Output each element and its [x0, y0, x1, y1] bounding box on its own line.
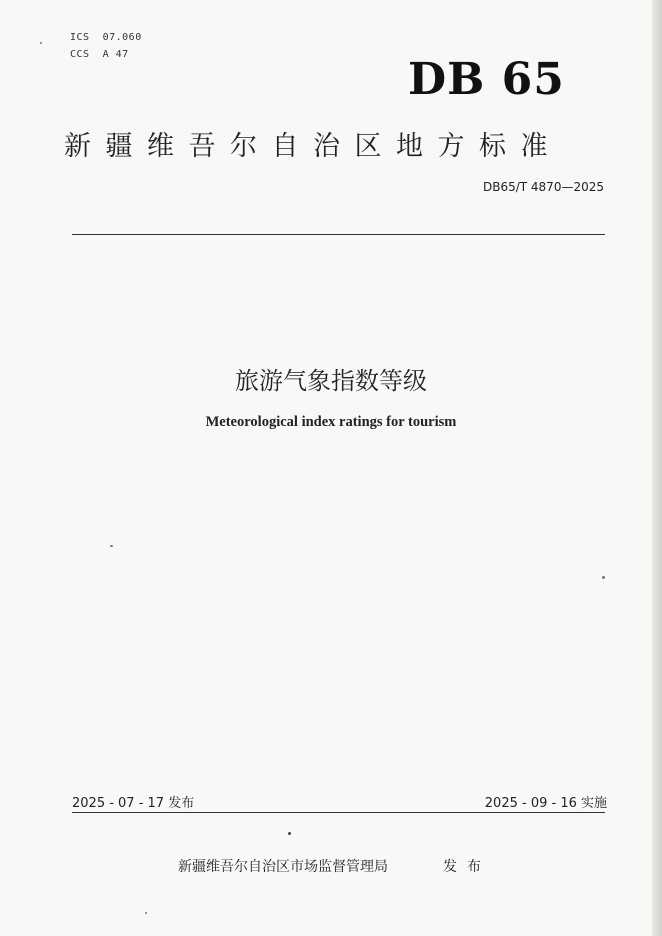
scan-speck	[602, 576, 605, 579]
footer-divider	[72, 812, 605, 813]
scan-speck	[145, 912, 147, 914]
document-title-chinese: 旅游气象指数等级	[235, 367, 427, 395]
publisher-name: 新疆维吾尔自治区市场监督管理局	[178, 859, 388, 875]
standard-code: DB65/T 4870—2025	[482, 180, 604, 194]
scan-edge	[652, 0, 662, 936]
authority-title: 新疆维吾尔自治区地方标准	[64, 131, 562, 162]
document-title-english: Meteorological index ratings for tourism	[205, 414, 457, 430]
ics-code: ICS 07.060	[70, 32, 142, 43]
ccs-code: CCS A 47	[70, 49, 129, 60]
scan-speck	[288, 832, 291, 835]
implementation-date: 2025 - 09 - 16 实施	[484, 796, 607, 811]
db65-logo: DB 65	[408, 54, 565, 105]
header-divider	[72, 234, 605, 235]
scan-speck	[40, 42, 42, 44]
scan-speck	[110, 545, 113, 547]
issue-date: 2025 - 07 - 17 发布	[72, 796, 195, 811]
publish-label: 发布	[443, 859, 491, 875]
